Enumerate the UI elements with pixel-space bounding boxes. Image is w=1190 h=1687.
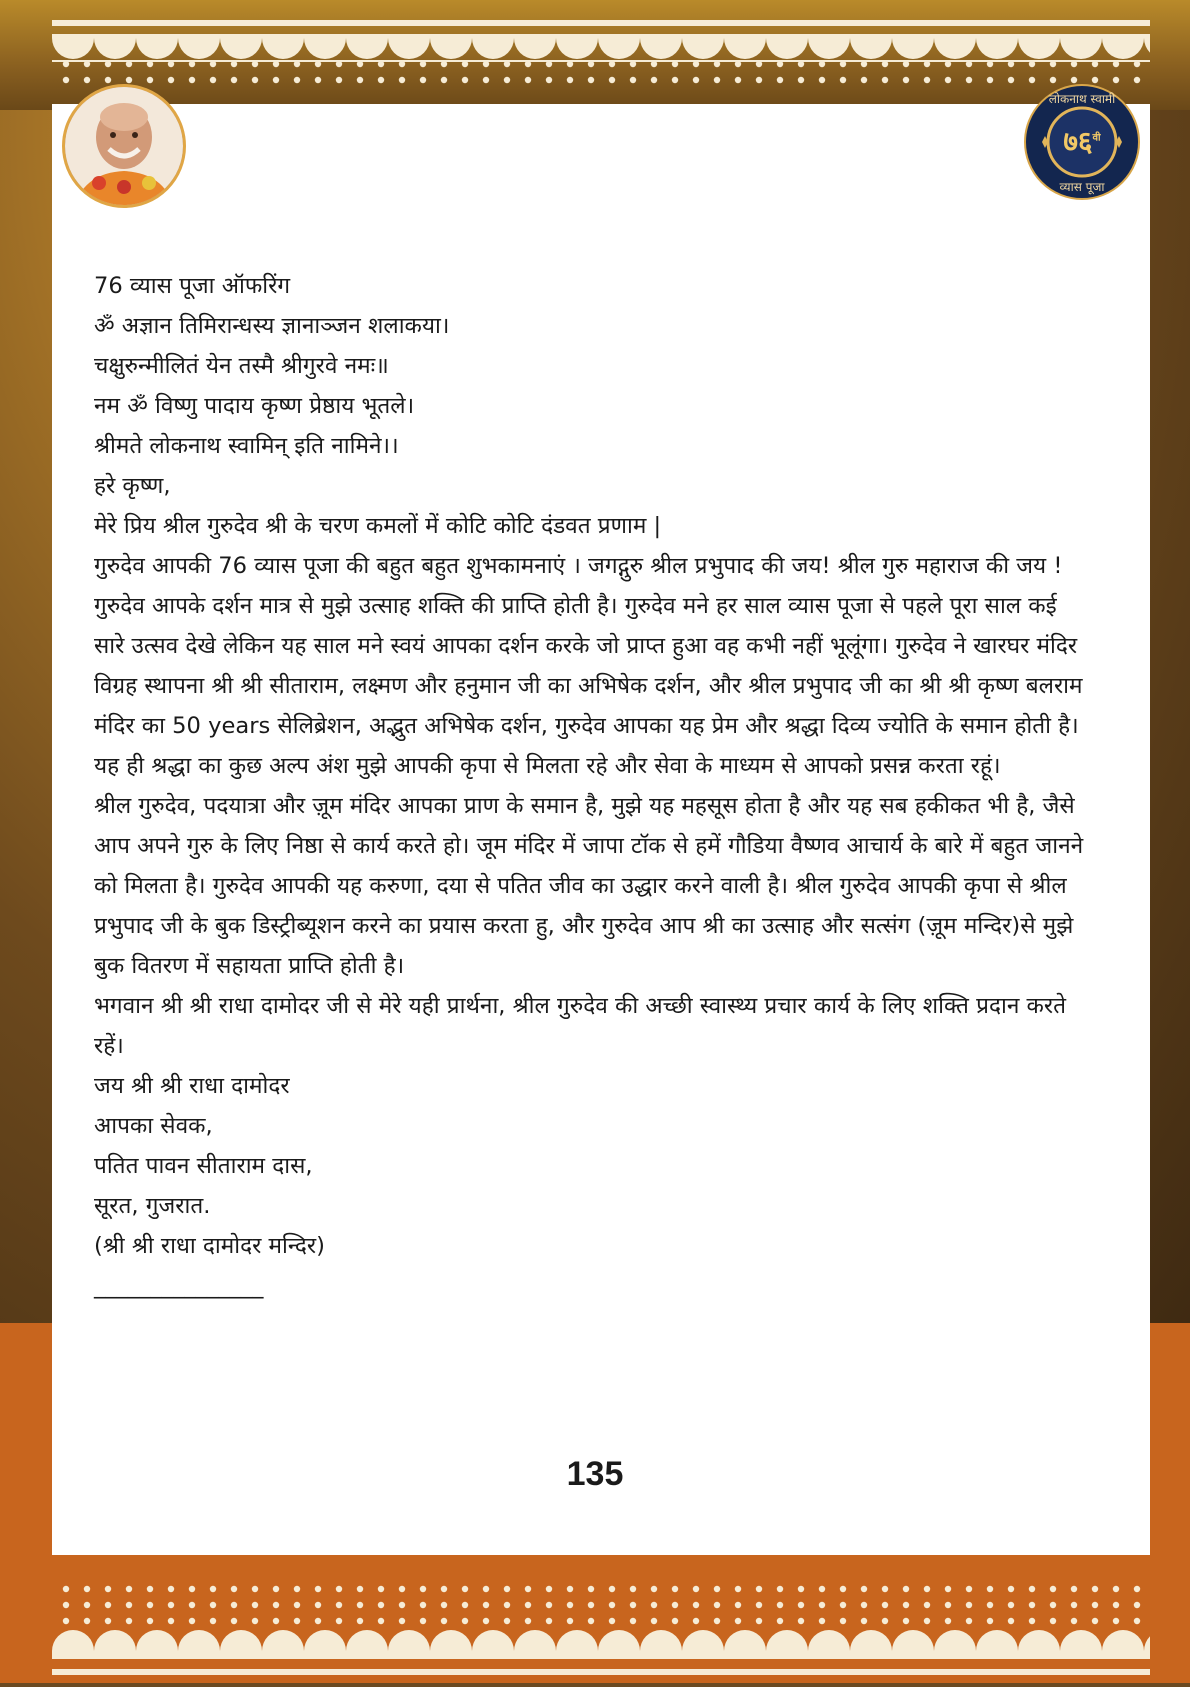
seal-top-text: लोकनाथ स्वामी [1048,92,1116,106]
seal-center-number [1024,122,1140,160]
paragraph-prayer: भगवान श्री श्री राधा दामोदर जी से मेरे यही प्रार्थना, श्रील गुरुदेव की अच्छी स्वास्थ्य प्रचार कार्य के लिए शक्ति प्रदान करते रहें। [94,993,1067,1059]
vyas-puja-76-seal [1024,84,1140,200]
mantra-line-4: श्रीमते लोकनाथ स्वामिन् इति नामिने।। [94,433,399,459]
page-number: 135 [566,1455,624,1493]
closing-servant: आपका सेवक, [94,1113,213,1139]
bottom-decorative-border [0,1555,1190,1683]
greeting: हरे कृष्ण, [94,473,171,499]
seal-center-suffix: वी [1092,132,1101,144]
signature-place: सूरत, गुजरात. [94,1193,211,1219]
letter-title: 76 व्यास पूजा ऑफरिंग [94,273,291,299]
seal-center-digits: ७६ [1063,125,1093,158]
mantra-line-1: ॐ अज्ञान तिमिरान्धस्य ज्ञानाञ्जन शलाकया। [94,313,450,339]
signature-temple: (श्री श्री राधा दामोदर मन्दिर) [94,1233,325,1259]
seal-bottom-text: व्यास पूजा [1059,180,1105,194]
separator-line: _______________ [94,1273,264,1299]
portrait-illustration [65,87,183,205]
paragraph-wishes: गुरुदेव आपकी 76 व्यास पूजा की बहुत बहुत शुभकामनाएं । जगद्गुरु श्रील प्रभुपाद की जय! श्रील गुरु महाराज की जय ! [94,553,1063,579]
top-border-pattern [0,0,1190,110]
paragraph-darshan: गुरुदेव आपके दर्शन मात्र से मुझे उत्साह शक्ति की प्राप्ति होती है। गुरुदेव मने हर साल व्यास पूजा से पहले पूरा साल कई सारे उत्सव देखे लेकिन यह साल मने स्वयं आपका दर्शन करके जो प्राप्त हुआ वह कभी नहीं भूलूंगा। गुरुदेव ने खारघर मंदिर विग्रह स्थापना श्री श्री सीताराम, लक्ष्मण और हनुमान जी का अभिषेक दर्शन, और श्रील प्रभुपाद जी का श्री श्री कृष्ण बलराम मंदिर का 50 years सेलिब्रेशन, अद्भुत अभिषेक दर्शन, गुरुदेव आपका यह प्रेम और श्रद्धा दिव्य ज्योति के समान होती है। यह ही श्रद्धा का कुछ अल्प अंश मुझे आपकी कृपा से मिलता रहे और सेवा के माध्यम से आपको प्रसन्न करता रहूं। [94,593,1083,779]
mantra-line-2: चक्षुरुन्मीलितं येन तस्मै श्रीगुरवे नमः॥ [94,353,389,379]
bottom-border-pattern [0,1555,1190,1683]
top-decorative-border [0,0,1190,110]
salutation: मेरे प्रिय श्रील गुरुदेव श्री के चरण कमलों में कोटि कोटि दंडवत प्रणाम | [94,513,662,539]
signature-name: पतित पावन सीताराम दास, [94,1153,313,1179]
guru-portrait-photo [62,84,186,208]
paragraph-padayatra: श्रील गुरुदेव, पदयात्रा और ज़ूम मंदिर आपका प्राण के समान है, मुझे यह महसूस होता है और यह सब हकीकत भी है, जैसे आप अपने गुरु के लिए निष्ठा से कार्य करते हो। जूम मंदिर में जापा टॉक से हमें गौडिया वैष्णव आचार्य के बारे में बहुत जानने को मिलता है। गुरुदेव आपकी यह करुणा, दया से पतित जीव का उद्धार करने वाली है। श्रील गुरुदेव आपकी कृपा से श्रील प्रभुपाद जी के बुक डिस्ट्रीब्यूशन करने का प्रयास करता हु, और गुरुदेव आप श्री का उत्साह और सत्संग (ज़ूम मन्दिर)से मुझे बुक वितरण में सहायता प्राप्ति होती है। [94,793,1084,979]
closing-jai: जय श्री श्री राधा दामोदर [94,1073,290,1099]
letter-body [94,266,1094,1306]
mantra-line-3: नम ॐ विष्णु पादाय कृष्ण प्रेष्ठाय भूतले। [94,393,415,419]
